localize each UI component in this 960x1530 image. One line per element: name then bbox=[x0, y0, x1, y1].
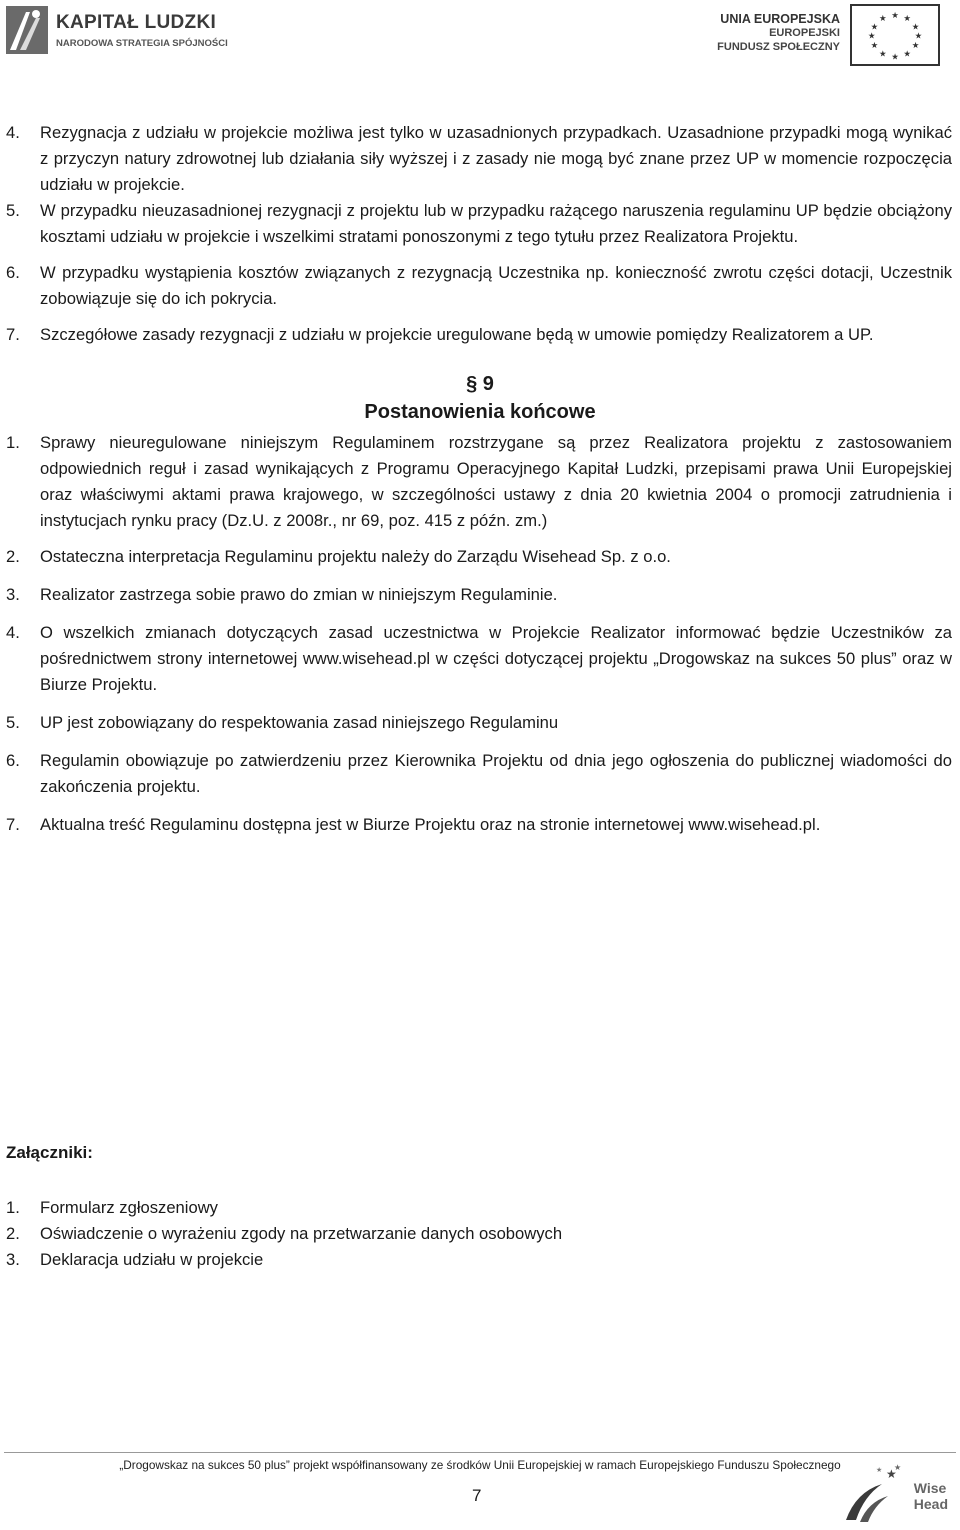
svg-text:★: ★ bbox=[886, 1467, 897, 1481]
eu-social-fund-logo bbox=[710, 4, 940, 66]
wisehead-logo-text bbox=[914, 1480, 948, 1512]
attachments-list bbox=[0, 1195, 960, 1273]
wisehead-logo-line2: Head bbox=[913, 1496, 948, 1512]
attachment-text: Deklaracja udziału w projekcie bbox=[40, 1250, 264, 1269]
list-item-number: 5. bbox=[6, 201, 20, 220]
list-item-number: 6. bbox=[6, 263, 20, 282]
attachment-text: Formularz zgłoszeniowy bbox=[40, 1198, 218, 1217]
attachment-item bbox=[0, 1195, 960, 1221]
page-number: 7 bbox=[472, 1486, 482, 1505]
footer-divider bbox=[4, 1452, 956, 1453]
svg-text:★: ★ bbox=[867, 30, 876, 41]
list-item-text: O wszelkich zmianach dotyczących zasad uczestnictwa w Projekcie Realizator informować będzie Uczestników za pośrednictwem strony internetowej www.wisehead.pl w części dotyczącej projektu „Drogowskaz na sukces 50 plus” oraz w Biurze Projektu. bbox=[40, 623, 952, 694]
list-item bbox=[0, 198, 960, 250]
svg-text:★: ★ bbox=[891, 51, 899, 62]
list-item-number: 7. bbox=[6, 815, 20, 834]
list-item bbox=[0, 748, 960, 800]
eu-logo-line3: FUNDUSZ SPOŁECZNY bbox=[717, 41, 840, 53]
eu-logo-line1: UNIA EUROPEJSKA bbox=[720, 12, 840, 26]
list-item bbox=[0, 430, 960, 534]
list-item-text: Regulamin obowiązuje po zatwierdzeniu przez Kierownika Projektu od dnia jego ogłoszenia do publicznej wiadomości do zakończenia projektu. bbox=[40, 751, 952, 796]
list-item-number: 4. bbox=[6, 123, 20, 142]
kapital-ludzki-subtitle: NARODOWA STRATEGIA SPÓJNOŚCI bbox=[56, 38, 228, 49]
attachment-number: 2. bbox=[6, 1224, 20, 1243]
attachment-item bbox=[0, 1247, 960, 1273]
list-item-text: Ostateczna interpretacja Regulaminu projektu należy do Zarządu Wisehead Sp. z o.o. bbox=[40, 547, 671, 566]
wisehead-swoosh-icon bbox=[842, 1462, 902, 1528]
list-item bbox=[0, 322, 960, 348]
list-item-text: W przypadku wystąpienia kosztów związanych z rezygnacją Uczestnika np. konieczność zwrotu części dotacji, Uczestnik zobowiązuje się do ich pokrycia. bbox=[40, 263, 952, 308]
section-title: Postanowienia końcowe bbox=[364, 401, 596, 423]
page-header bbox=[0, 0, 960, 72]
list-item-number: 4. bbox=[6, 623, 20, 642]
list-item bbox=[0, 620, 960, 698]
list-item-number: 5. bbox=[6, 713, 20, 732]
list-item-text: Aktualna treść Regulaminu dostępna jest w Biurze Projektu oraz na stronie internetowej www.wisehead.pl. bbox=[40, 815, 821, 834]
attachment-item bbox=[0, 1221, 960, 1247]
kapital-ludzki-logo bbox=[6, 6, 228, 58]
section-number: § 9 bbox=[466, 373, 494, 395]
svg-text:★: ★ bbox=[879, 12, 887, 23]
list-item-number: 6. bbox=[6, 751, 20, 770]
kapital-ludzki-emblem-icon bbox=[6, 6, 48, 54]
attachments-title: Załączniki: bbox=[6, 1143, 93, 1162]
list-item-text: Rezygnacja z udziału w projekcie możliwa jest tylko w uzasadnionych przypadkach. Uzasadnione przypadki mogą wynikać z przyczyn natury zdrowotnej lub działania siły wyższej i z zasady nie mogą być znane przez UP w momencie rozpoczęcia udziału w projekcie. bbox=[40, 123, 952, 194]
svg-text:★: ★ bbox=[891, 10, 899, 21]
attachment-number: 3. bbox=[6, 1250, 20, 1269]
eu-logo-line2: EUROPEJSKI bbox=[769, 27, 840, 39]
kapital-ludzki-title: KAPITAŁ LUDZKI bbox=[56, 12, 217, 33]
svg-text:★: ★ bbox=[903, 12, 911, 23]
list-item-text: Realizator zastrzega sobie prawo do zmian w niniejszym Regulaminie. bbox=[40, 585, 558, 604]
list-item bbox=[0, 260, 960, 312]
list-item bbox=[0, 710, 960, 736]
svg-text:★: ★ bbox=[876, 1467, 883, 1474]
list-item-number: 3. bbox=[6, 585, 20, 604]
list-item-text: Szczegółowe zasady rezygnacji z udziału w projekcie uregulowane będą w umowie pomiędzy Realizatorem a UP. bbox=[40, 325, 874, 344]
list-item-text: UP jest zobowiązany do respektowania zasad niniejszego Regulaminu bbox=[40, 713, 559, 732]
attachment-number: 1. bbox=[6, 1198, 20, 1217]
wisehead-logo bbox=[842, 1462, 952, 1528]
list-item bbox=[0, 544, 960, 570]
svg-text:★: ★ bbox=[911, 40, 920, 51]
eu-flag-icon bbox=[850, 4, 940, 66]
list-item-number: 2. bbox=[6, 547, 20, 566]
list-item-number: 1. bbox=[6, 433, 20, 452]
list-item-text: Sprawy nieuregulowane niniejszym Regulaminem rozstrzygane są przez Realizatora projektu z zastosowaniem odpowiednich reguł i zasad wynikających z Programu Operacyjnego Kapitał Ludzki, przepisami prawa Unii Europejskiej oraz właściwymi aktami prawa krajowego, w szczególności ustawy z dnia 20 kwietnia 2004 o promocji zatrudnienia i instytucjach rynku pracy (Dz.U. z 2008r., nr 69, poz. 415 z późn. zm.) bbox=[40, 433, 952, 530]
list-item-text: W przypadku nieuzasadnionej rezygnacji z projektu lub w przypadku rażącego naruszenia regulaminu UP będzie obciążony kosztami udziału w projekcie i wszelkimi stratami ponoszonymi z tego tytułu przez Realizatora Projektu. bbox=[40, 201, 952, 246]
svg-text:★: ★ bbox=[914, 30, 923, 41]
list-item bbox=[0, 582, 960, 608]
svg-text:★: ★ bbox=[870, 40, 879, 51]
wisehead-logo-line1: Wise bbox=[913, 1480, 947, 1496]
list-item-number: 7. bbox=[6, 325, 20, 344]
attachment-text: Oświadczenie o wyrażeniu zgody na przetwarzanie danych osobowych bbox=[40, 1224, 563, 1243]
list-item bbox=[0, 120, 960, 198]
svg-text:★: ★ bbox=[911, 21, 920, 32]
svg-text:★: ★ bbox=[903, 48, 911, 59]
svg-text:★: ★ bbox=[870, 21, 879, 32]
regulation-body bbox=[0, 120, 960, 838]
svg-text:★: ★ bbox=[894, 1463, 902, 1472]
list-item bbox=[0, 812, 960, 838]
footer-cofinancing-note: „Drogowskaz na sukces 50 plus” projekt współfinansowany ze środków Unii Europejskiej w ramach Europejskiego Funduszu Społecznego bbox=[119, 1458, 841, 1472]
svg-text:★: ★ bbox=[879, 48, 887, 59]
